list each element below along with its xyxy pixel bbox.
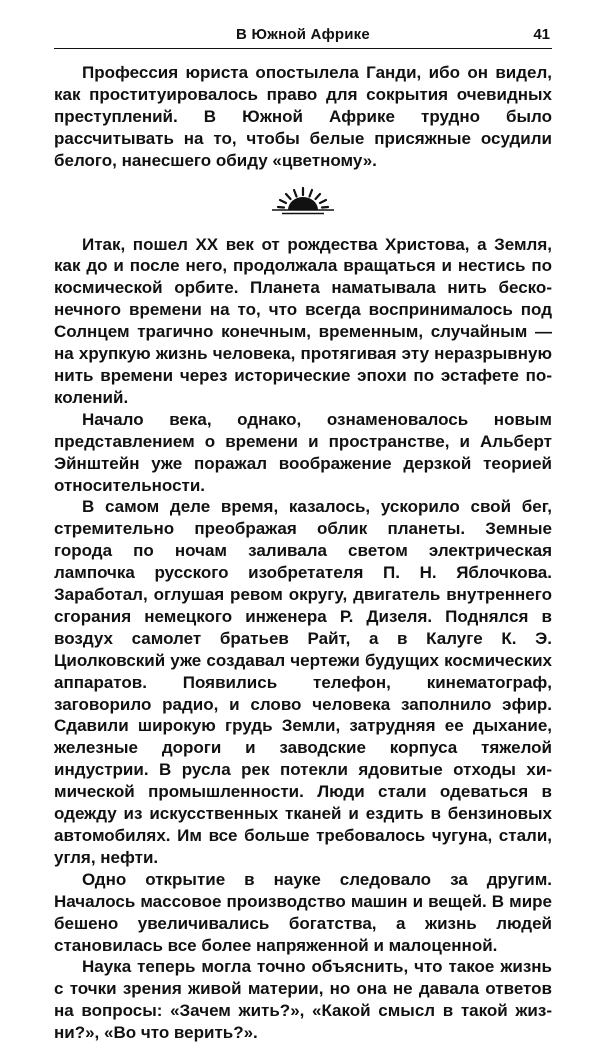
- paragraph: В самом деле время, казалось, ускорило свой бег, стремительно преображая облик планеты. Земные города по ночам заливала светом электрическая лампочка русского изобретателя П. Н. Яблочкова. Заработал, оглушая ревом округу, двигатель внутреннего сгорания немецкого инженера Р. Дизеля. Поднялся в воздух самолет братьев Райт, а в Калуге К. Э. Циолковский уже создавал чертежи будущих космических аппаратов. Появились телефон, кинематограф, заговорило радио, и слово человека заполнило эфир. Сдавили широкую грудь Земли, затрудняя ее дыхание, железные дороги и заводские корпуса тяжелой индустрии. В русла рек потекли ядовитые отходы химической промышленности. Люди стали одеваться в одежду из искусственных тканей и ездить в бензиновых автомобилях. Им все больше требовалось чугуна, стали, угля, нефти.: [54, 497, 552, 867]
- page-number: 41: [533, 26, 550, 43]
- paragraph: Наука теперь могла точно объяснить, что такое жизнь с точки зрения живой материи, но она не давала ответов на вопросы: «Зачем жить?», «Какой смысл в такой жизни?», «Во что верить?».: [54, 957, 552, 1043]
- body-text: [54, 62, 552, 1044]
- rising-sun-ornament-icon: [268, 186, 338, 216]
- paragraph: Одно открытие в науке следовало за другим. Началось массовое производство машин и вещей. В мире бешено увеличивались богатства, а жизнь людей становилась все более напряженной и малоценной.: [54, 869, 552, 955]
- page-header: [54, 22, 552, 49]
- paragraph: Итак, пошел XX век от рождества Христова, а Земля, как до и после него, продолжала вращаться и нестись по космической орбите. Планета наматывала нить бесконечного времени на то, что всегда воспринималось под Солнцем трагично конечным, временным, случайным — на хрупкую жизнь человека, протягивая эту неразрывную нить времени через исторические эпохи по эстафете поколений.: [54, 234, 552, 407]
- paragraph: Начало века, однако, ознаменовалось новым представлением о времени и пространстве, и Альберт Эйнштейн уже поражал воображение дерзкой теорией относительности.: [54, 409, 552, 495]
- paragraph: Профессия юриста опостылела Ганди, ибо он видел, как проституировалось право для сокрытия очевидных преступлений. В Южной Африке трудно было рассчитывать на то, чтобы белые присяжные осудили белого, нанесшего обиду «цветному».: [54, 63, 552, 170]
- running-title: В Южной Африке: [236, 26, 370, 43]
